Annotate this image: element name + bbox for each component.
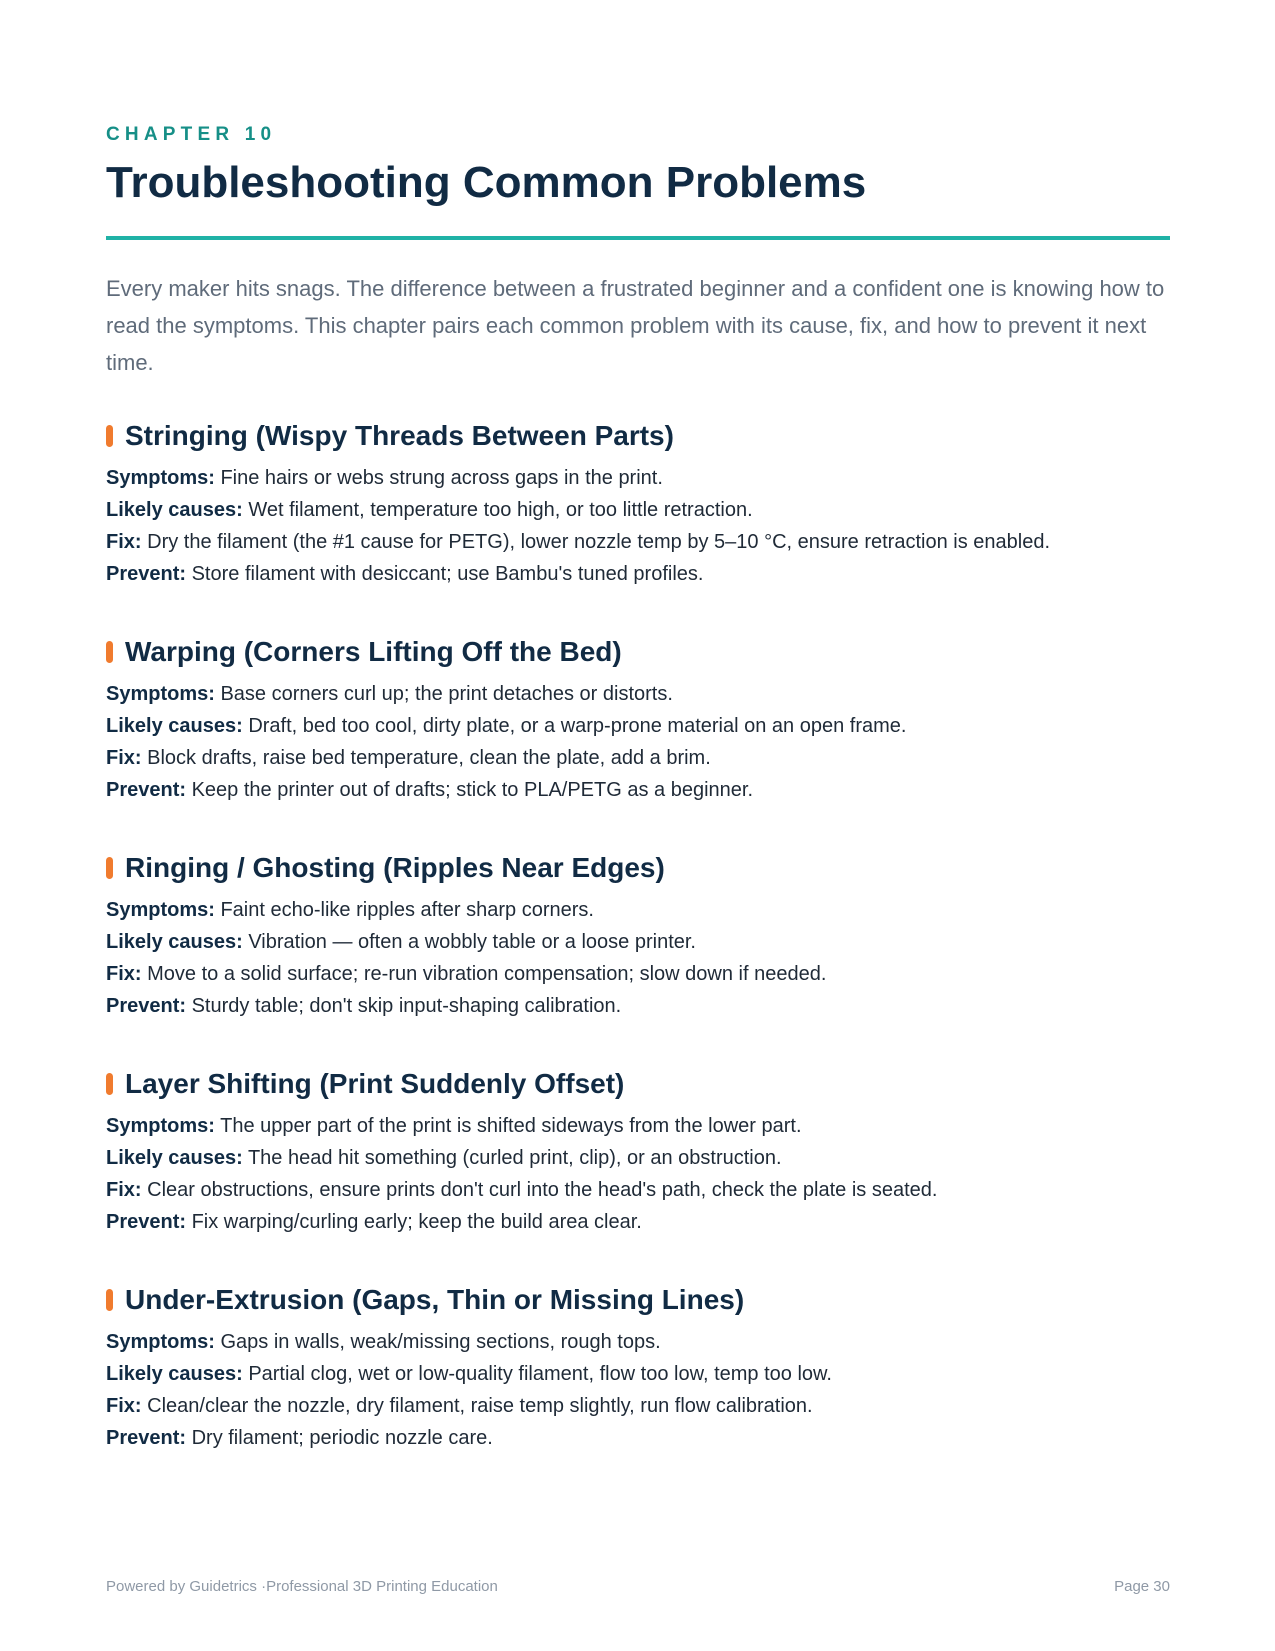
fix-text: Clean/clear the nozzle, dry filament, raise temp slightly, run flow calibration. [147, 1395, 813, 1417]
section-heading [106, 632, 1170, 672]
fix-row [106, 1174, 1170, 1206]
causes-text: Vibration — often a wobbly table or a loose printer. [248, 931, 696, 953]
fix-row [106, 1390, 1170, 1422]
symptoms-label: Symptoms: [106, 899, 215, 921]
prevent-text: Keep the printer out of drafts; stick to PLA/PETG as a beginner. [191, 779, 754, 801]
symptoms-text: The upper part of the print is shifted sideways from the lower part. [220, 1115, 802, 1137]
title-divider [106, 236, 1170, 240]
causes-label: Likely causes: [106, 1147, 243, 1169]
fix-label: Fix: [106, 1395, 142, 1417]
section-title: Warping (Corners Lifting Off the Bed) [125, 636, 622, 667]
prevent-label: Prevent: [106, 563, 187, 585]
footer-credit: Powered by Guidetrics ·Professional 3D Printing Education [106, 1578, 498, 1595]
fix-label: Fix: [106, 531, 142, 553]
prevent-row [106, 774, 1170, 806]
chapter-label: CHAPTER 10 [106, 124, 277, 145]
problem-section-warping [106, 632, 1170, 848]
causes-row [106, 1142, 1170, 1174]
prevent-label: Prevent: [106, 1427, 187, 1449]
fix-text: Dry the filament (the #1 cause for PETG), lower nozzle temp by 5–10 °C, ensure retraction is enabled. [147, 531, 1050, 553]
fix-row [106, 526, 1170, 558]
section-title: Under-Extrusion (Gaps, Thin or Missing Lines) [125, 1284, 745, 1315]
section-marker [106, 857, 113, 879]
causes-row [106, 926, 1170, 958]
symptoms-row [106, 1110, 1170, 1142]
symptoms-label: Symptoms: [106, 467, 215, 489]
problem-section-under-extrusion [106, 1280, 1170, 1496]
fix-row [106, 742, 1170, 774]
causes-row [106, 710, 1170, 742]
fix-label: Fix: [106, 1179, 142, 1201]
causes-label: Likely causes: [106, 499, 243, 521]
section-details [106, 462, 1170, 590]
causes-label: Likely causes: [106, 931, 243, 953]
prevent-label: Prevent: [106, 1211, 187, 1233]
symptoms-row [106, 678, 1170, 710]
symptoms-label: Symptoms: [106, 1331, 215, 1353]
fix-label: Fix: [106, 747, 142, 769]
section-title: Stringing (Wispy Threads Between Parts) [125, 420, 674, 451]
prevent-row [106, 1206, 1170, 1238]
section-heading [106, 1064, 1170, 1104]
section-title: Layer Shifting (Print Suddenly Offset) [125, 1068, 625, 1099]
fix-label: Fix: [106, 963, 142, 985]
causes-text: Draft, bed too cool, dirty plate, or a warp-prone material on an open frame. [248, 715, 907, 737]
causes-label: Likely causes: [106, 715, 243, 737]
section-marker [106, 1073, 113, 1095]
symptoms-row [106, 894, 1170, 926]
problem-section-layer-shifting [106, 1064, 1170, 1280]
causes-label: Likely causes: [106, 1363, 243, 1385]
section-details [106, 894, 1170, 1022]
symptoms-text: Gaps in walls, weak/missing sections, rough tops. [220, 1331, 661, 1353]
prevent-row [106, 558, 1170, 590]
causes-text: The head hit something (curled print, clip), or an obstruction. [247, 1147, 782, 1169]
causes-row [106, 494, 1170, 526]
problem-section-stringing [106, 416, 1170, 632]
section-marker [106, 641, 113, 663]
section-details [106, 1110, 1170, 1238]
section-heading [106, 1280, 1170, 1320]
section-marker [106, 1289, 113, 1311]
section-details [106, 1326, 1170, 1454]
symptoms-text: Base corners curl up; the print detaches or distorts. [220, 683, 673, 705]
section-title: Ringing / Ghosting (Ripples Near Edges) [125, 852, 665, 883]
symptoms-text: Faint echo-like ripples after sharp corners. [220, 899, 594, 921]
symptoms-label: Symptoms: [106, 683, 215, 705]
prevent-row [106, 1422, 1170, 1454]
symptoms-row [106, 462, 1170, 494]
section-heading [106, 848, 1170, 888]
fix-row [106, 958, 1170, 990]
fix-text: Move to a solid surface; re-run vibration compensation; slow down if needed. [147, 963, 827, 985]
symptoms-label: Symptoms: [106, 1115, 215, 1137]
prevent-row [106, 990, 1170, 1022]
fix-text: Block drafts, raise bed temperature, clean the plate, add a brim. [147, 747, 711, 769]
prevent-text: Sturdy table; don't skip input-shaping calibration. [191, 995, 622, 1017]
causes-row [106, 1358, 1170, 1390]
page-number: Page 30 [1114, 1578, 1170, 1595]
problem-section-ringing [106, 848, 1170, 1064]
section-heading [106, 416, 1170, 456]
fix-text: Clear obstructions, ensure prints don't curl into the head's path, check the plate is seated. [147, 1179, 938, 1201]
prevent-text: Store filament with desiccant; use Bambu's tuned profiles. [191, 563, 704, 585]
causes-text: Partial clog, wet or low-quality filament, flow too low, temp too low. [248, 1363, 832, 1385]
prevent-label: Prevent: [106, 779, 187, 801]
symptoms-text: Fine hairs or webs strung across gaps in the print. [220, 467, 663, 489]
causes-text: Wet filament, temperature too high, or too little retraction. [248, 499, 753, 521]
prevent-label: Prevent: [106, 995, 187, 1017]
prevent-text: Fix warping/curling early; keep the build area clear. [191, 1211, 642, 1233]
section-marker [106, 425, 113, 447]
chapter-intro: Every maker hits snags. The difference between a frustrated beginner and a confident one is knowing how to read the symptoms. This chapter pairs each common problem with its cause, fix, and how to prevent it next time. [106, 276, 1165, 375]
chapter-title: Troubleshooting Common Problems [106, 158, 867, 207]
section-details [106, 678, 1170, 806]
problem-sections [106, 416, 1170, 1496]
symptoms-row [106, 1326, 1170, 1358]
prevent-text: Dry filament; periodic nozzle care. [191, 1427, 493, 1449]
